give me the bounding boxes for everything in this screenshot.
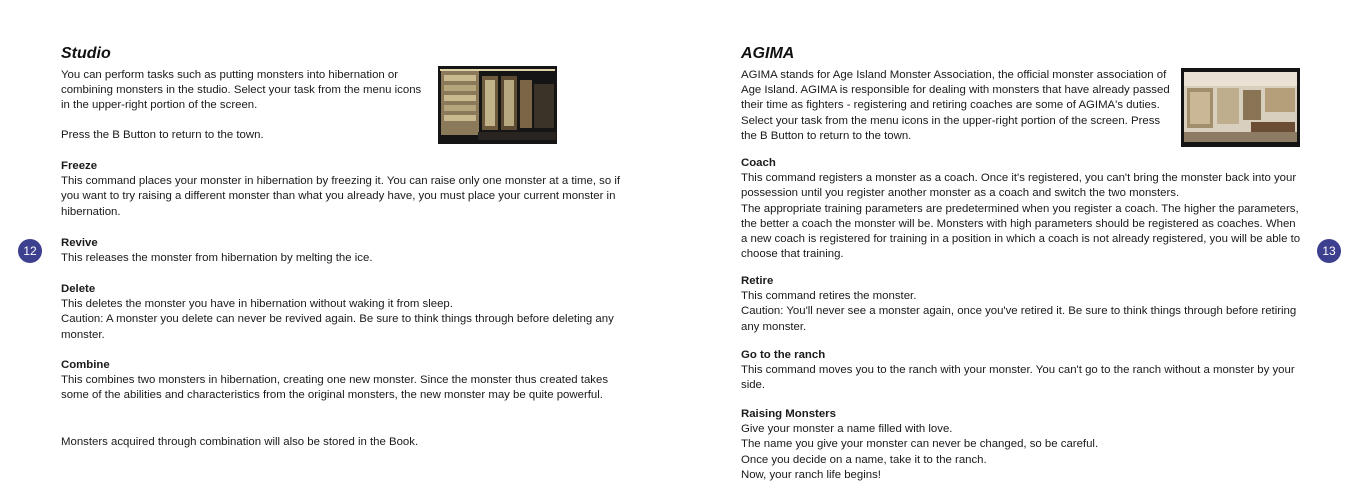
studio-intro: You can perform tasks such as putting monsters into hibernation or combining monsters in the studio. Select your task from the menu icons in the upper-right portion of the screen. bbox=[61, 69, 422, 112]
left-page bbox=[0, 0, 678, 500]
delete-caution: Caution: A monster you delete can never be revived again. Be sure to think things through before deleting any monster. bbox=[61, 313, 614, 341]
right-page bbox=[678, 0, 1357, 500]
combine-heading: Combine bbox=[61, 359, 110, 371]
combine-body: This combines two monsters in hibernation, creating one new monster. Since the monster thus created takes some of the abilities and characteristics from the original monsters, the new monster may be quite powerful. bbox=[61, 374, 609, 402]
agima-intro: AGIMA stands for Age Island Monster Association, the official monster association of Age Island. AGIMA is responsible for dealing with monsters that have already passed their time as fighters - registering and retiring coaches are some of AGIMA's duties. Select your task from the menu icons in the upper-right portion of the screen. Press the B Button to return to the town. bbox=[741, 69, 1170, 142]
raising-monsters-heading: Raising Monsters bbox=[741, 408, 836, 420]
section-go-to-ranch bbox=[741, 348, 1301, 394]
studio-screenshot bbox=[438, 66, 557, 144]
coach-body: This command registers a monster as a coach. Once it's registered, you can't bring the monster back into your possession until you register another monster as a coach and switch the two monsters. bbox=[741, 172, 1297, 200]
page-number-badge-left: 12 bbox=[18, 239, 42, 263]
agima-title: AGIMA bbox=[741, 45, 795, 62]
section-coach bbox=[741, 156, 1301, 262]
section-combine bbox=[61, 358, 621, 404]
freeze-heading: Freeze bbox=[61, 160, 98, 172]
studio-scene-image bbox=[438, 66, 557, 144]
retire-caution: Caution: You'll never see a monster again, once you've retired it. Be sure to think things through before retiring any monster. bbox=[741, 305, 1297, 333]
section-delete bbox=[61, 282, 621, 343]
revive-body: This releases the monster from hibernation by melting the ice. bbox=[61, 252, 373, 265]
studio-intro-return: Press the B Button to return to the town. bbox=[61, 129, 264, 141]
raising-line: Now, your ranch life begins! bbox=[741, 468, 881, 481]
retire-body: This command retires the monster. bbox=[741, 290, 917, 303]
combine-note: Monsters acquired through combination will also be stored in the Book. bbox=[61, 436, 419, 448]
revive-heading: Revive bbox=[61, 237, 98, 249]
page-number-badge-right: 13 bbox=[1317, 239, 1341, 263]
raising-line: Once you decide on a name, take it to the ranch. bbox=[741, 453, 987, 466]
freeze-body: This command places your monster in hibernation by freezing it. You can raise only one monster at a time, so if you want to try raising a different monster than what you already have, you must place your current monster in hibernation. bbox=[61, 175, 621, 218]
raising-line: The name you give your monster can never be changed, so be careful. bbox=[741, 438, 1099, 451]
section-revive bbox=[61, 236, 621, 266]
retire-heading: Retire bbox=[741, 275, 774, 287]
go-to-ranch-heading: Go to the ranch bbox=[741, 349, 826, 361]
agima-screenshot bbox=[1181, 68, 1300, 147]
section-freeze bbox=[61, 159, 621, 220]
coach-heading: Coach bbox=[741, 157, 776, 169]
studio-title: Studio bbox=[61, 45, 111, 62]
go-to-ranch-body: This command moves you to the ranch with your monster. You can't go to the ranch without a monster by your side. bbox=[741, 364, 1295, 392]
raising-line: Give your monster a name filled with love. bbox=[741, 423, 953, 436]
delete-heading: Delete bbox=[61, 283, 96, 295]
section-raising-monsters bbox=[741, 407, 1301, 483]
delete-body: This deletes the monster you have in hibernation without waking it from sleep. bbox=[61, 298, 453, 311]
coach-body-parameters: The appropriate training parameters are predetermined when you register a coach. The higher the parameters, the better a coach the monster will be. Monsters with high parameters should be registered as coaches. When a new coach is registered for training in a position in which a coach is not already registered, you will be able to choose that training. bbox=[741, 202, 1301, 261]
section-retire bbox=[741, 274, 1301, 335]
agima-scene-image bbox=[1181, 68, 1300, 147]
